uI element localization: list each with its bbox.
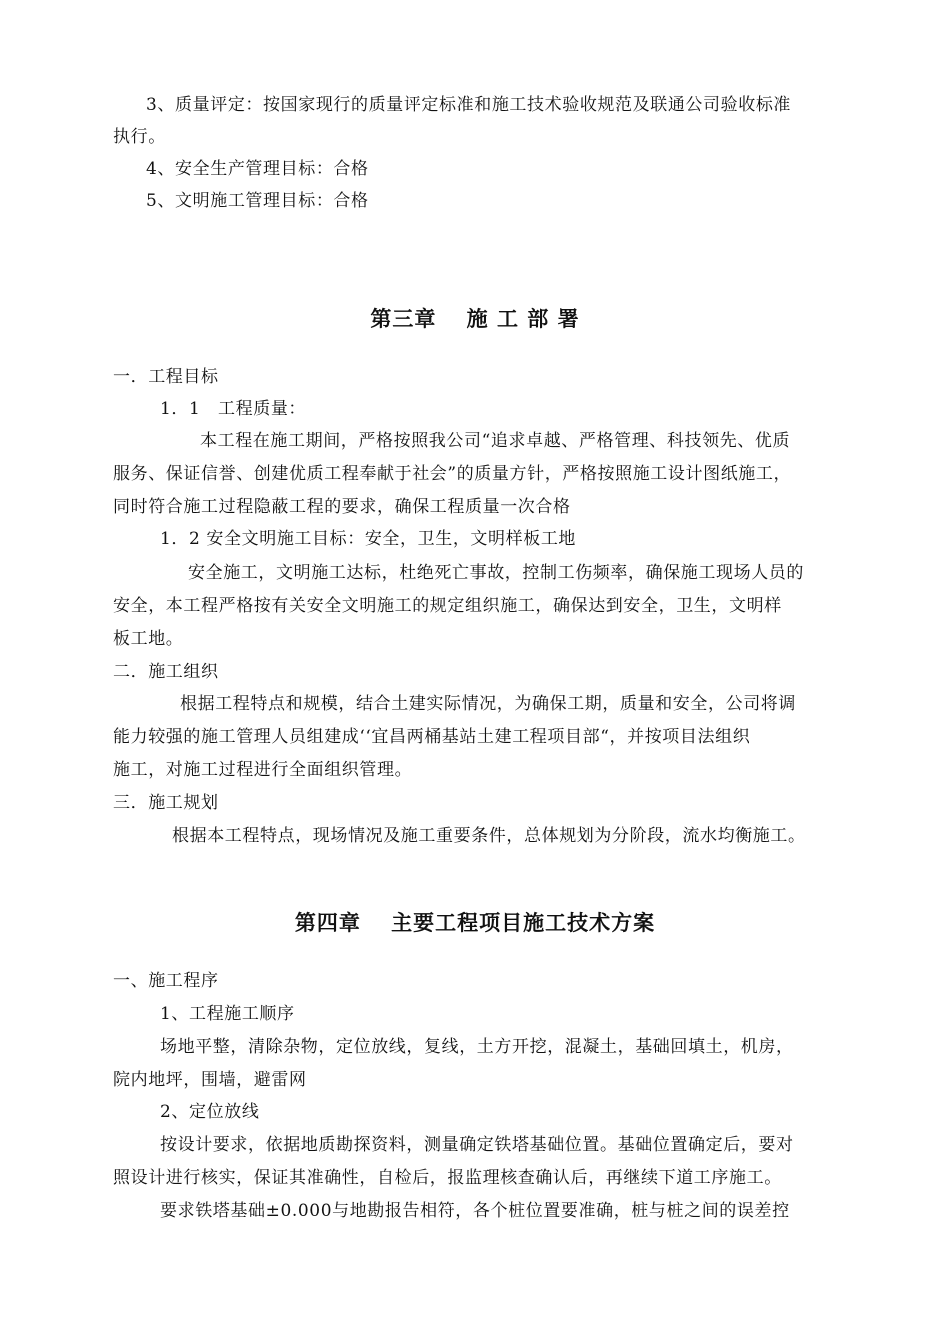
item-positioning-title: 2、定位放线 [160,1102,260,1122]
sequence-paragraph-line-2: 院内地坪，围墙，避雷网 [113,1070,307,1090]
organization-paragraph-line-1: 根据工程特点和规模，结合土建实际情况，为确保工期，质量和安全，公司将调 [180,694,796,714]
subsection-quality-title: 1．1 工程质量： [160,399,307,419]
section-construction-procedure-title: 一、施工程序 [113,971,219,991]
item-construction-sequence-title: 1、工程施工顺序 [160,1004,295,1024]
safety-paragraph-line-3: 板工地。 [113,629,184,649]
organization-paragraph-line-3: 施工，对施工过程进行全面组织管理。 [113,760,413,780]
subsection-safety-title: 1．2 安全文明施工目标：安全，卫生，文明样板工地 [160,529,577,549]
chapter-4-title: 第四章 主要工程项目施工技术方案 [294,911,656,935]
sequence-paragraph-line-1: 场地平整，清除杂物，定位放线，复线，土方开挖，混凝土，基础回填土，机房， [160,1037,794,1057]
section-organization-title: 二．施工组织 [113,662,219,682]
section-planning-title: 三．施工规划 [113,793,219,813]
quality-paragraph-line-2: 服务、保证信誉、创建优质工程奉献于社会”的质量方针，严格按照施工设计图纸施工， [113,464,792,484]
quality-paragraph-line-3: 同时符合施工过程隐蔽工程的要求，确保工程质量一次合格 [113,497,571,517]
safety-paragraph-line-1: 安全施工，文明施工达标，杜绝死亡事故，控制工伤频率，确保施工现场人员的 [188,563,804,583]
safety-target-line: 4、安全生产管理目标：合格 [146,159,369,179]
section-project-goals-title: 一．工程目标 [113,367,219,387]
quality-assessment-line-2: 执行。 [113,127,166,147]
civilized-target-line: 5、文明施工管理目标：合格 [146,191,369,211]
safety-paragraph-line-2: 安全，本工程严格按有关安全文明施工的规定组织施工，确保达到安全，卫生，文明样 [113,596,782,616]
chapter-3-title: 第三章 施 工 部 署 [370,307,580,331]
positioning-paragraph-line-3: 要求铁塔基础±0.000与地勘报告相符，各个桩位置要准确，桩与桩之间的误差控 [160,1201,790,1221]
quality-assessment-line-1: 3、质量评定：按国家现行的质量评定标准和施工技术验收规范及联通公司验收标准 [146,95,792,115]
quality-paragraph-line-1: 本工程在施工期间，严格按照我公司“追求卓越、严格管理、科技领先、优质 [200,431,791,451]
positioning-paragraph-line-1: 按设计要求，依据地质勘探资料，测量确定铁塔基础位置。基础位置确定后，要对 [160,1135,794,1155]
organization-paragraph-line-2: 能力较强的施工管理人员组建成‘‘宜昌两桶基站土建工程项目部“，并按项目法组织 [113,727,751,747]
positioning-paragraph-line-2: 照设计进行核实，保证其准确性，自检后，报监理核查确认后，再继续下道工序施工。 [113,1168,782,1188]
planning-paragraph-line-1: 根据本工程特点，现场情况及施工重要条件，总体规划为分阶段，流水均衡施工。 [172,826,806,846]
